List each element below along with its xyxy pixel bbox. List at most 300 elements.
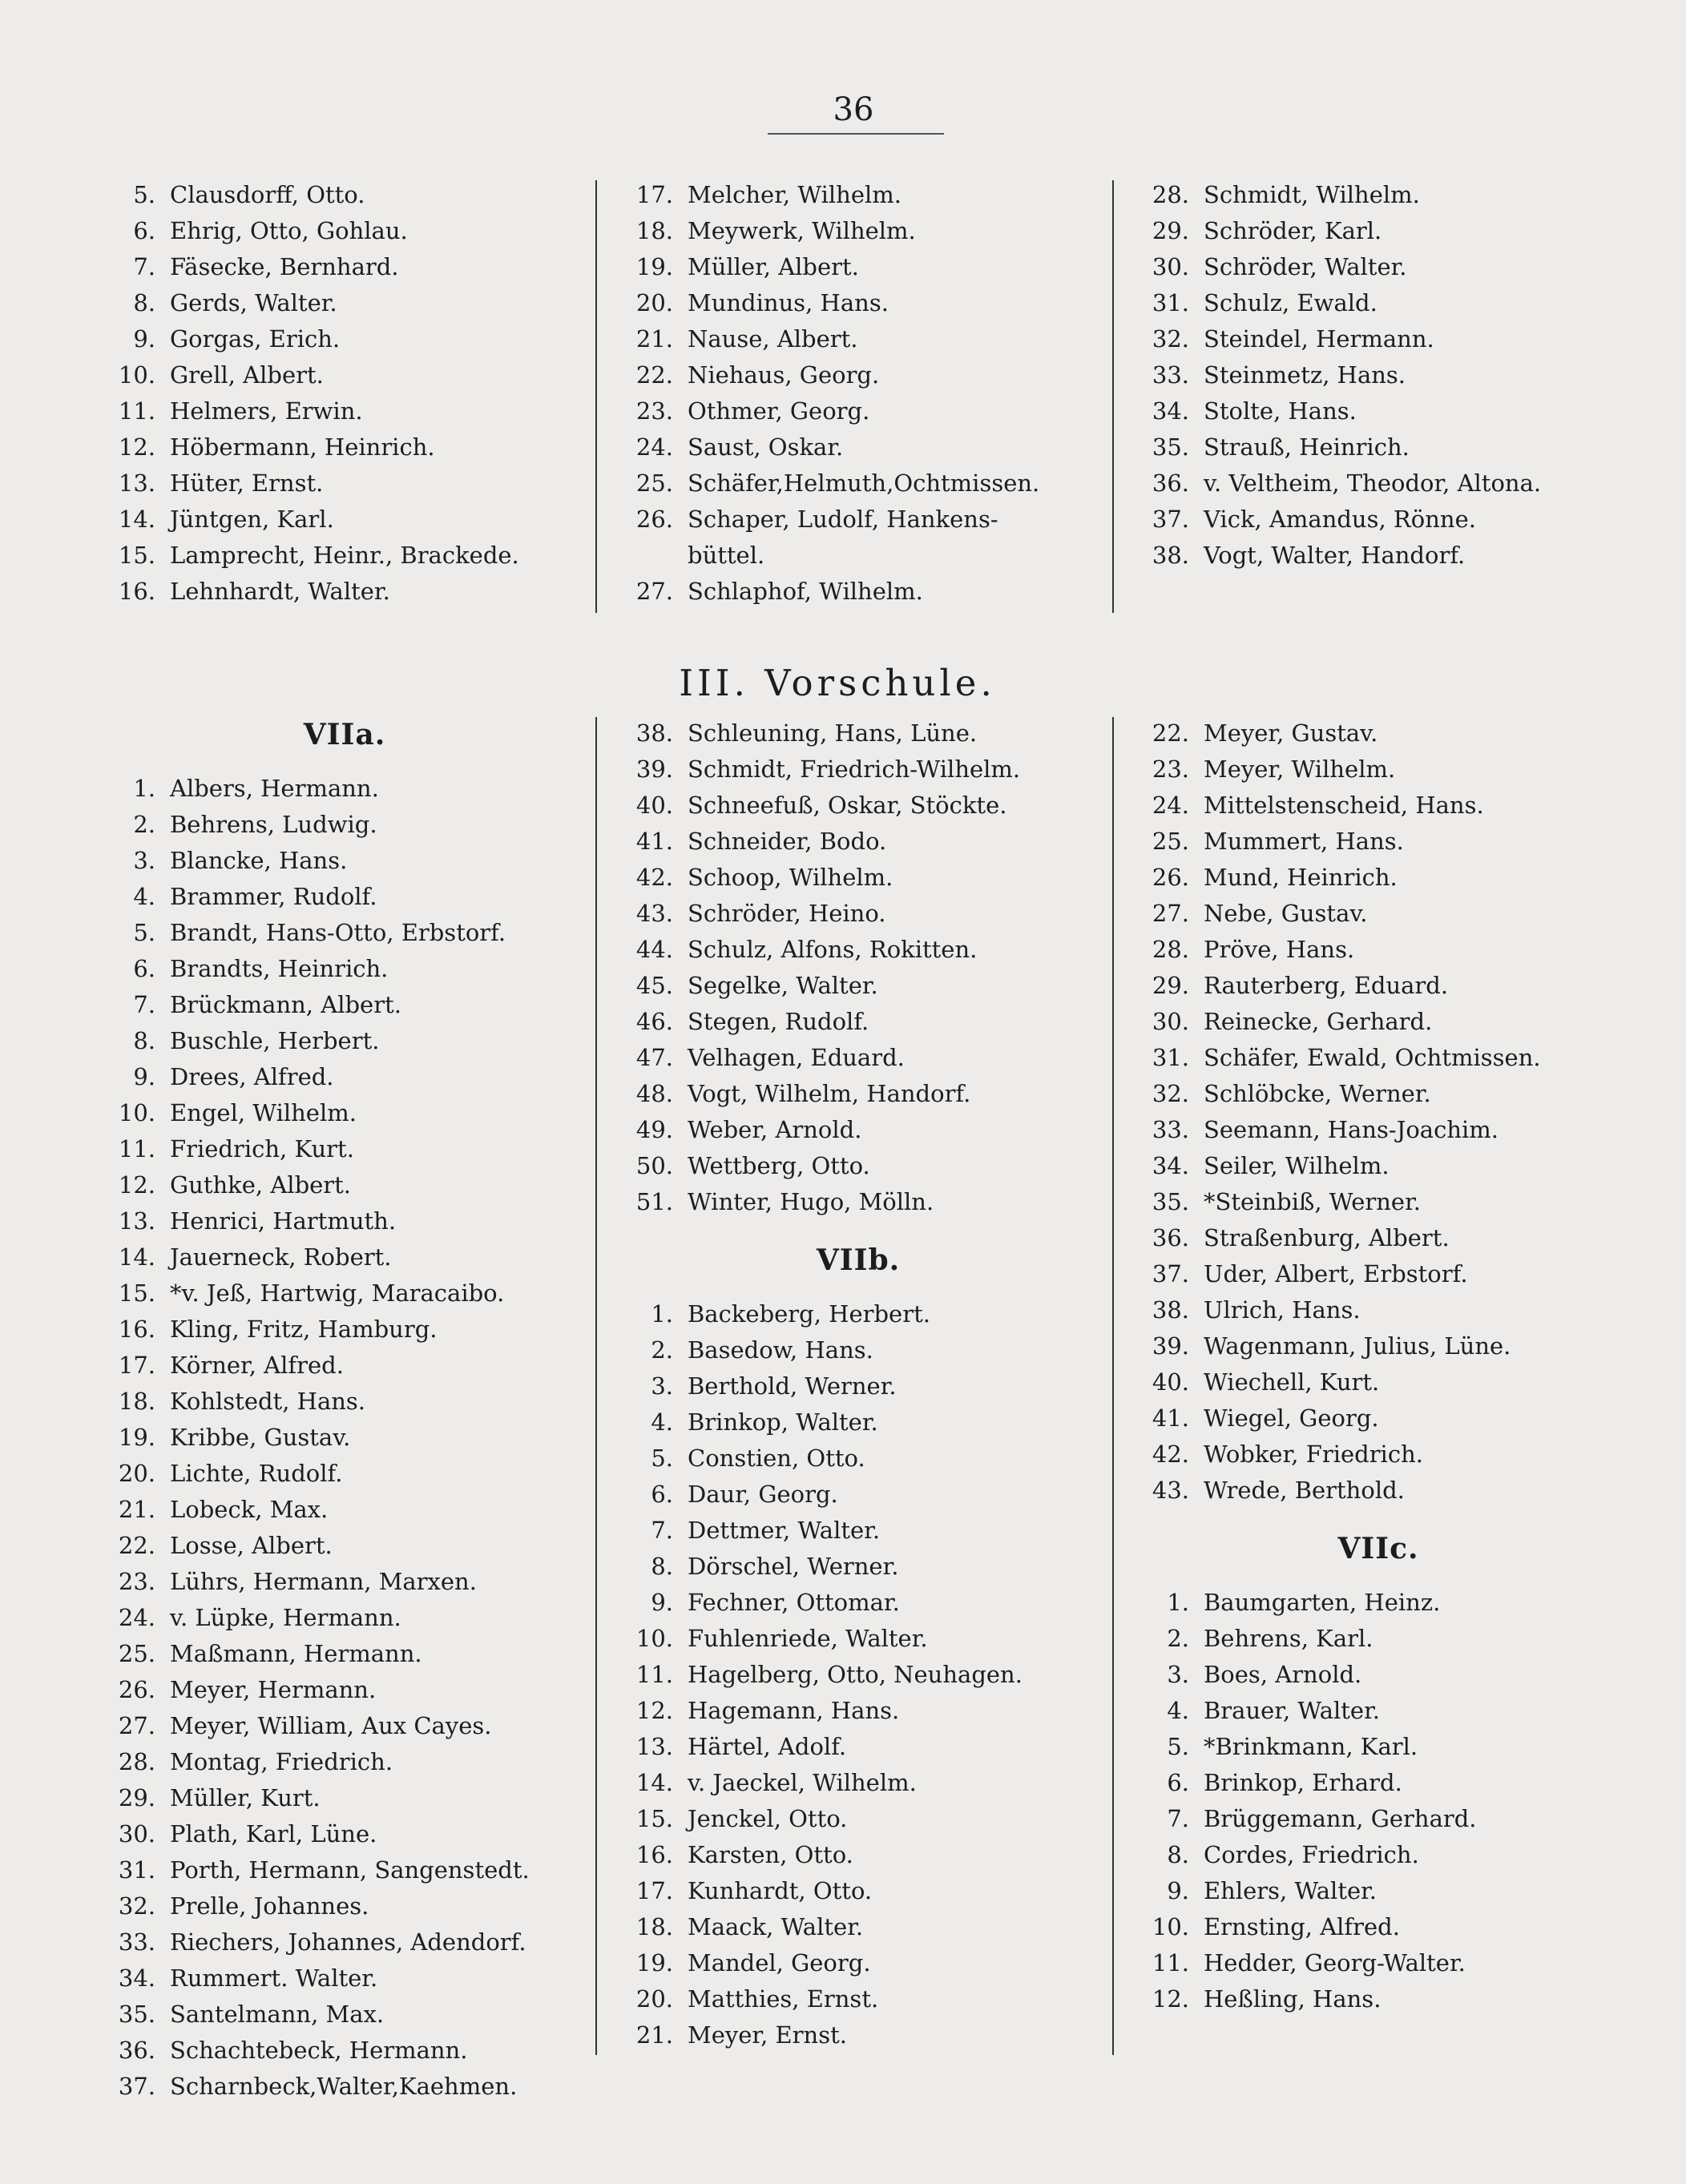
list-item — [622, 1909, 1095, 1945]
list-item — [622, 1549, 1095, 1585]
list-item — [1138, 213, 1619, 249]
entry-number: 3. — [1167, 1661, 1189, 1688]
list-item — [104, 538, 585, 574]
list-item — [622, 1184, 1095, 1220]
list-item — [104, 1023, 585, 1059]
entry-number: 22. — [635, 361, 673, 389]
entry-name: Wettberg, Otto. — [688, 1152, 870, 1179]
list-item — [104, 1888, 585, 1924]
list-item — [104, 1636, 585, 1672]
entry-name: Guthke, Albert. — [170, 1171, 352, 1199]
list-item — [1138, 1981, 1619, 2017]
list-item — [1138, 1585, 1619, 1621]
list-item — [104, 213, 585, 249]
entry-number: 3. — [133, 847, 155, 874]
entry-name: Brauer, Walter. — [1204, 1697, 1380, 1724]
entry-name: v. Lüpke, Hermann. — [170, 1604, 401, 1631]
entry-name: Wrede, Berthold. — [1204, 1477, 1405, 1504]
entry-number: 26. — [1152, 864, 1189, 891]
list-item — [622, 1585, 1095, 1621]
list-item — [104, 2033, 585, 2069]
entry-number: 10. — [635, 1625, 673, 1652]
entry-number: 35. — [1152, 433, 1189, 461]
list-item — [622, 1441, 1095, 1477]
entry-number: 14. — [118, 506, 155, 533]
entry-name: Höbermann, Heinrich. — [170, 433, 435, 461]
entry-name: Nause, Albert. — [688, 325, 858, 353]
list-item — [622, 1945, 1095, 1981]
entry-number: 24. — [118, 1604, 155, 1631]
entry-number: 20. — [118, 1460, 155, 1487]
list-item — [1138, 502, 1619, 538]
list-item — [104, 574, 585, 610]
list-item — [1138, 752, 1619, 788]
entry-number: 30. — [1152, 1008, 1189, 1035]
entry-name: Schäfer,Helmuth,Ochtmissen. — [688, 469, 1040, 497]
upper-left-column — [104, 177, 585, 610]
list-item — [1138, 1873, 1619, 1909]
entry-name: Berthold, Werner. — [688, 1372, 897, 1400]
list-item — [104, 177, 585, 213]
entry-name: Stegen, Rudolf. — [688, 1008, 869, 1035]
entry-number: 1. — [133, 775, 155, 802]
entry-name: Losse, Albert. — [170, 1532, 333, 1559]
entry-name: Brinkop, Walter. — [688, 1408, 878, 1436]
list-item — [622, 285, 1095, 321]
entry-name: Ulrich, Hans. — [1204, 1296, 1361, 1324]
entry-number: 19. — [635, 253, 673, 280]
entry-name: Lobeck, Max. — [170, 1496, 329, 1523]
entry-number: 6. — [133, 955, 155, 982]
list-item — [622, 932, 1095, 968]
entry-name: Mund, Heinrich. — [1204, 864, 1398, 891]
entry-number: 20. — [635, 1985, 673, 2013]
entry-name: Schmidt, Wilhelm. — [1204, 181, 1420, 208]
list-item — [104, 2069, 585, 2105]
list-item — [1138, 932, 1619, 968]
list-item — [622, 1332, 1095, 1368]
list-item — [622, 2017, 1095, 2053]
upper-middle-column — [622, 177, 1095, 610]
entry-number: 41. — [635, 828, 673, 855]
entry-number: 3. — [651, 1372, 673, 1400]
entry-number: 16. — [635, 1841, 673, 1868]
entry-name: Steindel, Hermann. — [1204, 325, 1434, 353]
entry-number: 21. — [635, 2021, 673, 2049]
list-item — [104, 1167, 585, 1203]
list-item — [104, 879, 585, 915]
list-item — [1138, 357, 1619, 393]
list-item — [1138, 538, 1619, 574]
entry-number: 2. — [651, 1336, 673, 1364]
entry-name: Velhagen, Eduard. — [688, 1044, 905, 1071]
entry-number: 42. — [635, 864, 673, 891]
entry-number: 4. — [651, 1408, 673, 1436]
entry-number: 33. — [1152, 1116, 1189, 1143]
list-item — [1138, 249, 1619, 285]
list-item — [622, 1621, 1095, 1657]
list-item — [104, 771, 585, 807]
list-item — [104, 1348, 585, 1384]
entry-name: Scharnbeck,Walter,Kaehmen. — [170, 2073, 518, 2100]
list-item — [104, 951, 585, 987]
list-item — [104, 1384, 585, 1420]
list-item — [622, 502, 1095, 538]
entry-number: 18. — [118, 1388, 155, 1415]
entry-name: Fäsecke, Bernhard. — [170, 253, 399, 280]
entry-name: Constien, Otto. — [688, 1445, 865, 1472]
list-item — [1138, 285, 1619, 321]
entry-number: 42. — [1152, 1441, 1189, 1468]
entry-number: 1. — [651, 1300, 673, 1328]
entry-number: 43. — [1152, 1477, 1189, 1504]
entry-name: Cordes, Friedrich. — [1204, 1841, 1419, 1868]
entry-number: 31. — [1152, 1044, 1189, 1071]
entry-number: 8. — [651, 1553, 673, 1580]
list-item — [1138, 1657, 1619, 1693]
list-item — [1138, 429, 1619, 465]
entry-number: 38. — [1152, 1296, 1189, 1324]
entry-number: 31. — [118, 1856, 155, 1884]
entry-name: Härtel, Adolf. — [688, 1733, 847, 1760]
entry-number: 47. — [635, 1044, 673, 1071]
entry-number: 34. — [1152, 397, 1189, 425]
list-item — [622, 860, 1095, 896]
entry-number: 39. — [1152, 1332, 1189, 1360]
entry-number: 13. — [118, 1207, 155, 1235]
entry-name: Blancke, Hans. — [170, 847, 348, 874]
list-item — [1138, 1220, 1619, 1256]
entry-name: Schlaphof, Wilhelm. — [688, 578, 923, 605]
entry-name: Behrens, Ludwig. — [170, 811, 377, 838]
entry-name: Straßenburg, Albert. — [1204, 1224, 1450, 1251]
list-item — [104, 1600, 585, 1636]
list-item — [622, 1693, 1095, 1729]
entry-name: Meyer, Wilhelm. — [1204, 756, 1396, 783]
entry-number: 7. — [133, 253, 155, 280]
entry-number: 8. — [133, 289, 155, 316]
entry-name: v. Veltheim, Theodor, Altona. — [1204, 469, 1542, 497]
entry-name: Schoop, Wilhelm. — [688, 864, 893, 891]
list-item — [622, 1076, 1095, 1112]
list-item — [1138, 1437, 1619, 1473]
list-item — [622, 1112, 1095, 1148]
entry-number: 14. — [635, 1769, 673, 1796]
list-item — [104, 1960, 585, 1997]
list-item — [622, 538, 1095, 574]
entry-number: 2. — [133, 811, 155, 838]
entry-number: 16. — [118, 1316, 155, 1343]
entry-name: Vogt, Wilhelm, Handorf. — [688, 1080, 971, 1107]
list-item — [622, 896, 1095, 932]
entry-name: Vick, Amandus, Rönne. — [1204, 506, 1476, 533]
entry-name: Vogt, Walter, Handorf. — [1204, 542, 1466, 569]
entry-number: 28. — [1152, 936, 1189, 963]
column-divider — [595, 717, 597, 2055]
list-item — [622, 968, 1095, 1004]
entry-name: Schaper, Ludolf, Hankens- — [688, 506, 998, 533]
entry-name: Mittelstenscheid, Hans. — [1204, 792, 1484, 819]
entry-name: büttel. — [688, 542, 765, 569]
list-item — [622, 213, 1095, 249]
entry-name: *v. Jeß, Hartwig, Maracaibo. — [170, 1279, 505, 1307]
entry-name: Plath, Karl, Lüne. — [170, 1820, 377, 1848]
entry-number: 11. — [118, 1135, 155, 1163]
list-item — [622, 393, 1095, 429]
entry-number: 26. — [635, 506, 673, 533]
viia-list — [104, 771, 585, 2105]
entry-name: Hagemann, Hans. — [688, 1697, 900, 1724]
list-item — [622, 1837, 1095, 1873]
list-item — [1138, 1400, 1619, 1437]
list-item — [104, 393, 585, 429]
entry-name: Schneider, Bodo. — [688, 828, 887, 855]
entry-name: Brüggemann, Gerhard. — [1204, 1805, 1477, 1832]
list-item — [1138, 1076, 1619, 1112]
entry-name: Schulz, Alfons, Rokitten. — [688, 936, 978, 963]
entry-name: Strauß, Heinrich. — [1204, 433, 1410, 461]
entry-name: Meyer, William, Aux Cayes. — [170, 1712, 492, 1739]
entry-number: 6. — [133, 217, 155, 244]
list-item — [622, 465, 1095, 502]
list-item — [622, 1148, 1095, 1184]
entry-name: Schröder, Karl. — [1204, 217, 1382, 244]
entry-number: 29. — [118, 1784, 155, 1811]
list-item — [104, 987, 585, 1023]
entry-name: Ehrig, Otto, Gohlau. — [170, 217, 408, 244]
page-number-rule — [768, 133, 944, 135]
list-item — [1138, 715, 1619, 752]
entry-name: Wagenmann, Julius, Lüne. — [1204, 1332, 1511, 1360]
entry-number: 27. — [635, 578, 673, 605]
list-item — [104, 1924, 585, 1960]
list-item — [104, 915, 585, 951]
entry-name: Lührs, Hermann, Marxen. — [170, 1568, 477, 1595]
entry-number: 9. — [1167, 1877, 1189, 1904]
entry-number: 37. — [118, 2073, 155, 2100]
entry-number: 34. — [118, 1964, 155, 1992]
entry-number: 22. — [1152, 719, 1189, 747]
list-item — [622, 1477, 1095, 1513]
entry-number: 15. — [118, 542, 155, 569]
entry-number: 5. — [651, 1445, 673, 1472]
list-item — [104, 1744, 585, 1780]
entry-name: Mandel, Georg. — [688, 1949, 871, 1976]
entry-name: Jenckel, Otto. — [688, 1805, 848, 1832]
list-item — [622, 1981, 1095, 2017]
entry-name: Jüntgen, Karl. — [170, 506, 334, 533]
list-item — [1138, 860, 1619, 896]
entry-name: Mundinus, Hans. — [688, 289, 889, 316]
entry-name: Schneefuß, Oskar, Stöckte. — [688, 792, 1007, 819]
list-item — [104, 1492, 585, 1528]
entry-name: Jauerneck, Robert. — [170, 1243, 392, 1271]
list-item — [1138, 1945, 1619, 1981]
entry-number: 40. — [635, 792, 673, 819]
class-heading-viic: VIIc. — [1337, 1532, 1419, 1565]
list-item — [1138, 1621, 1619, 1657]
entry-number: 1. — [1167, 1589, 1189, 1616]
list-item — [622, 1368, 1095, 1404]
entry-name: Basedow, Hans. — [688, 1336, 873, 1364]
list-item — [1138, 1148, 1619, 1184]
list-item — [1138, 1765, 1619, 1801]
entry-number: 40. — [1152, 1368, 1189, 1396]
entry-name: v. Jaeckel, Wilhelm. — [688, 1769, 917, 1796]
list-item — [622, 177, 1095, 213]
entry-name: Wobker, Friedrich. — [1204, 1441, 1423, 1468]
entry-number: 29. — [1152, 217, 1189, 244]
list-item — [104, 807, 585, 843]
entry-number: 49. — [635, 1116, 673, 1143]
entry-number: 17. — [635, 1877, 673, 1904]
list-item — [1138, 824, 1619, 860]
entry-number: 30. — [1152, 253, 1189, 280]
list-item — [1138, 465, 1619, 502]
entry-number: 5. — [133, 919, 155, 946]
list-item — [1138, 1801, 1619, 1837]
entry-name: Kohlstedt, Hans. — [170, 1388, 366, 1415]
entry-name: Schäfer, Ewald, Ochtmissen. — [1204, 1044, 1541, 1071]
lower-right-column — [1138, 715, 1619, 2017]
entry-number: 38. — [635, 719, 673, 747]
entry-name: Schachtebeck, Hermann. — [170, 2037, 468, 2064]
entry-name: Brandt, Hans-Otto, Erbstorf. — [170, 919, 506, 946]
list-item — [622, 1513, 1095, 1549]
list-item — [1138, 1473, 1619, 1509]
entry-name: Lamprecht, Heinr., Brackede. — [170, 542, 519, 569]
entry-number: 26. — [118, 1676, 155, 1703]
entry-number: 32. — [1152, 325, 1189, 353]
section-title: III. Vorschule. — [679, 662, 996, 704]
entry-number: 35. — [1152, 1188, 1189, 1215]
list-item — [1138, 1004, 1619, 1040]
entry-name: Engel, Wilhelm. — [170, 1099, 357, 1126]
entry-number: 13. — [635, 1733, 673, 1760]
entry-name: Grell, Albert. — [170, 361, 324, 389]
entry-number: 25. — [118, 1640, 155, 1667]
entry-name: Hagelberg, Otto, Neuhagen. — [688, 1661, 1022, 1688]
entry-name: Drees, Alfred. — [170, 1063, 334, 1090]
entry-number: 32. — [1152, 1080, 1189, 1107]
entry-name: Uder, Albert, Erbstorf. — [1204, 1260, 1468, 1287]
entry-name: Kribbe, Gustav. — [170, 1424, 351, 1451]
entry-name: Weber, Arnold. — [688, 1116, 862, 1143]
entry-number: 7. — [651, 1517, 673, 1544]
entry-number: 27. — [118, 1712, 155, 1739]
entry-name: Schulz, Ewald. — [1204, 289, 1377, 316]
list-item — [104, 1312, 585, 1348]
lower-left-column — [104, 699, 585, 2105]
entry-number: 46. — [635, 1008, 673, 1035]
entry-name: Backeberg, Herbert. — [688, 1300, 930, 1328]
list-item — [1138, 321, 1619, 357]
entry-name: Lichte, Rudolf. — [170, 1460, 343, 1487]
entry-number: 31. — [1152, 289, 1189, 316]
entry-name: Gerds, Walter. — [170, 289, 337, 316]
entry-name: Müller, Albert. — [688, 253, 859, 280]
list-item — [104, 1131, 585, 1167]
entry-name: Segelke, Walter. — [688, 972, 878, 999]
entry-number: 11. — [1152, 1949, 1189, 1976]
entry-name: Gorgas, Erich. — [170, 325, 341, 353]
entry-number: 23. — [118, 1568, 155, 1595]
list-item — [104, 357, 585, 393]
list-item — [104, 1708, 585, 1744]
entry-name: Mummert, Hans. — [1204, 828, 1404, 855]
list-item — [104, 1528, 585, 1564]
entry-name: Stolte, Hans. — [1204, 397, 1357, 425]
entry-name: Schröder, Heino. — [688, 900, 886, 927]
entry-number: 8. — [133, 1027, 155, 1054]
entry-number: 50. — [635, 1152, 673, 1179]
entry-number: 20. — [635, 289, 673, 316]
list-item — [622, 788, 1095, 824]
entry-name: Othmer, Georg. — [688, 397, 870, 425]
entry-name: Albers, Hermann. — [170, 775, 379, 802]
entry-number: 10. — [1152, 1913, 1189, 1940]
entry-name: Schleuning, Hans, Lüne. — [688, 719, 978, 747]
entry-name: Rauterberg, Eduard. — [1204, 972, 1449, 999]
entry-name: Clausdorff, Otto. — [170, 181, 365, 208]
list-item — [104, 285, 585, 321]
entry-number: 37. — [1152, 506, 1189, 533]
list-item — [104, 1456, 585, 1492]
entry-number: 17. — [635, 181, 673, 208]
list-item — [1138, 1040, 1619, 1076]
entry-number: 7. — [133, 991, 155, 1018]
entry-number: 11. — [635, 1661, 673, 1688]
entry-name: Meywerk, Wilhelm. — [688, 217, 916, 244]
entry-name: Friedrich, Kurt. — [170, 1135, 354, 1163]
entry-number: 39. — [635, 756, 673, 783]
lower-middle-column — [622, 715, 1095, 2053]
entry-number: 24. — [1152, 792, 1189, 819]
entry-number: 23. — [1152, 756, 1189, 783]
entry-number: 10. — [118, 1099, 155, 1126]
entry-number: 36. — [118, 2037, 155, 2064]
entry-name: Körner, Alfred. — [170, 1352, 344, 1379]
list-item — [1138, 1328, 1619, 1364]
entry-number: 30. — [118, 1820, 155, 1848]
list-item — [104, 1780, 585, 1816]
entry-number: 15. — [635, 1805, 673, 1832]
entry-name: Riechers, Johannes, Adendorf. — [170, 1928, 526, 1956]
entry-name: Hedder, Georg-Walter. — [1204, 1949, 1466, 1976]
list-item — [622, 1296, 1095, 1332]
viib-list-continued — [1138, 715, 1619, 1509]
list-item — [622, 752, 1095, 788]
entry-number: 27. — [1152, 900, 1189, 927]
entry-name: Heßling, Hans. — [1204, 1985, 1381, 2013]
list-item — [622, 1801, 1095, 1837]
entry-number: 24. — [635, 433, 673, 461]
entry-number: 19. — [635, 1949, 673, 1976]
entry-name: Brammer, Rudolf. — [170, 883, 377, 910]
list-item — [104, 1997, 585, 2033]
upper-right-column — [1138, 177, 1619, 574]
entry-number: 45. — [635, 972, 673, 999]
entry-name: Dörschel, Werner. — [688, 1553, 899, 1580]
entry-name: Behrens, Karl. — [1204, 1625, 1373, 1652]
entry-name: Karsten, Otto. — [688, 1841, 853, 1868]
entry-name: Montag, Friedrich. — [170, 1748, 393, 1775]
entry-number: 28. — [118, 1748, 155, 1775]
entry-number: 32. — [118, 1892, 155, 1920]
entry-name: Fuhlenriede, Walter. — [688, 1625, 928, 1652]
entry-name: Rummert. Walter. — [170, 1964, 378, 1992]
entry-number: 9. — [651, 1589, 673, 1616]
